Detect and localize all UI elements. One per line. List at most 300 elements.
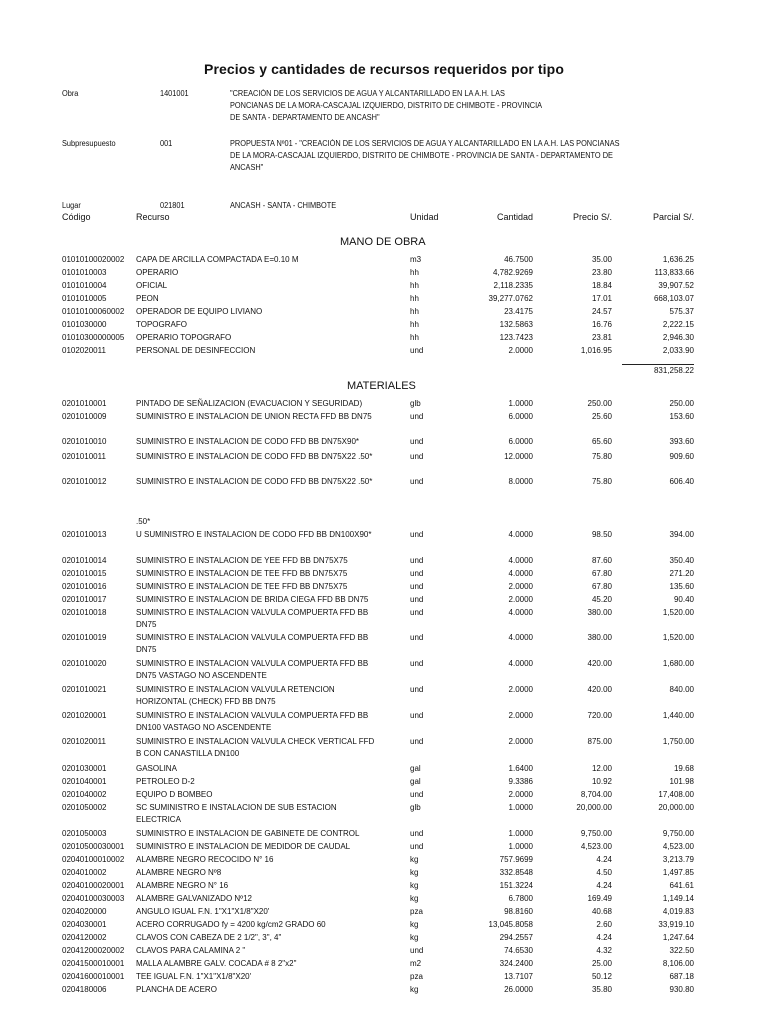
row-quantity: 4.0000 [508, 608, 533, 617]
row-unit: und [410, 829, 424, 838]
row-code: 02041500010001 [62, 959, 125, 968]
row-resource: GASOLINA [136, 764, 177, 773]
row-unit: hh [410, 320, 419, 329]
row-price: 4.24 [596, 881, 612, 890]
sub-desc-line: PROPUESTA Nº01 - "CREACIÓN DE LOS SERVICIOS DE AGUA Y ALCANTARILLADO EN LA A.H. LAS PONCIANAS [230, 139, 620, 148]
table-row [0, 254, 768, 266]
row-quantity: 4,782.9269 [492, 268, 533, 277]
subpresupuesto-label: Subpresupuesto [62, 139, 116, 148]
row-parcial: 393.60 [669, 437, 694, 446]
row-unit: und [410, 569, 424, 578]
row-parcial: 641.61 [669, 881, 694, 890]
row-unit: m3 [410, 255, 422, 264]
row-unit: kg [410, 868, 419, 877]
row-unit: pza [410, 907, 423, 916]
row-parcial: 1,750.00 [662, 737, 694, 746]
row-resource: SUMINISTRO E INSTALACION DE CODO FFD BB DN75X90* [136, 437, 360, 446]
table-row [0, 529, 768, 541]
row-resource: SUMINISTRO E INSTALACION DE BRIDA CIEGA FFD BB DN75 [136, 595, 369, 604]
row-resource: PETROLEO D-2 [136, 777, 195, 786]
row-quantity: 9.3386 [508, 777, 533, 786]
row-quantity: 6.0000 [508, 437, 533, 446]
row-price: 25.60 [591, 412, 612, 421]
row-parcial: 1,247.64 [662, 933, 694, 942]
row-unit: kg [410, 894, 419, 903]
table-row [0, 828, 768, 840]
table-row [0, 594, 768, 606]
row-resource: SUMINISTRO E INSTALACION VALVULA COMPUERTA FFD BB DN75 [136, 608, 369, 629]
row-resource: OPERADOR DE EQUIPO LIVIANO [136, 307, 263, 316]
table-row [0, 971, 768, 983]
row-quantity: 23.4175 [504, 307, 533, 316]
obra-label: Obra [62, 89, 79, 98]
row-code: 0201010009 [62, 412, 107, 421]
row-unit: und [410, 711, 424, 720]
row-resource: EQUIPO D BOMBEO [136, 790, 213, 799]
col-header-precio: Precio S/. [572, 212, 612, 222]
row-code: 0204030001 [62, 920, 107, 929]
row-parcial: 101.98 [669, 777, 694, 786]
row-code: 0201010011 [62, 452, 106, 461]
row-price: 250.00 [587, 399, 612, 408]
row-price: 8,704.00 [580, 790, 612, 799]
row-parcial: 668,103.07 [653, 294, 694, 303]
row-resource: SC SUMINISTRO E INSTALACION DE SUB ESTACION ELECTRICA [136, 803, 337, 824]
row-resource: ANGULO IGUAL F.N. 1"X1"X1/8"X20' [136, 907, 270, 916]
row-resource: ALAMBRE NEGRO Nº8 [136, 868, 222, 877]
row-code: 02010500030001 [62, 842, 125, 851]
row-unit: und [410, 946, 424, 955]
row-quantity: 757.9699 [499, 855, 533, 864]
row-price: 10.92 [591, 777, 612, 786]
row-price: 380.00 [587, 633, 612, 642]
row-quantity: 2,118.2335 [493, 281, 533, 290]
row-price: 380.00 [587, 608, 612, 617]
row-parcial: 1,149.14 [662, 894, 694, 903]
row-parcial: 1,520.00 [662, 608, 694, 617]
col-header-codigo: Código [62, 212, 91, 222]
table-row [0, 841, 768, 853]
row-parcial: 153.60 [669, 412, 694, 421]
row-price: 67.80 [591, 569, 612, 578]
row-unit: und [410, 790, 424, 799]
row-price: 720.00 [587, 711, 612, 720]
table-row [0, 906, 768, 918]
row-unit: hh [410, 268, 419, 277]
row-parcial: 271.20 [669, 569, 694, 578]
row-resource: TEE IGUAL F.N. 1"X1"X1/8"X20' [136, 972, 252, 981]
row-price: 875.00 [587, 737, 612, 746]
row-code: 0201050002 [62, 803, 107, 812]
table-row [0, 776, 768, 788]
row-parcial: 1,497.85 [662, 868, 694, 877]
table-row [0, 710, 768, 732]
row-quantity: 4.0000 [508, 633, 533, 642]
row-parcial: 930.80 [669, 985, 694, 994]
row-resource: SUMINISTRO E INSTALACION VALVULA RETENCION HORIZONTAL (CHECK) FFD BB DN75 [136, 685, 335, 706]
table-row [0, 632, 768, 654]
row-parcial: 8,106.00 [662, 959, 694, 968]
sub-desc-line: ANCASH" [230, 163, 264, 172]
table-row [0, 332, 768, 344]
row-parcial: 1,520.00 [662, 633, 694, 642]
col-header-recurso: Recurso [136, 212, 170, 222]
row-code: 0201010020 [62, 659, 107, 668]
row-parcial: 394.00 [669, 530, 694, 539]
row-parcial: 17,408.00 [658, 790, 694, 799]
row-price: 18.84 [591, 281, 612, 290]
row-resource: MALLA ALAMBRE GALV. COCADA # 8 2"x2" [136, 959, 297, 968]
row-resource: CLAVOS CON CABEZA DE 2 1/2", 3", 4" [136, 933, 282, 942]
row-code: 0101010005 [62, 294, 107, 303]
row-price: 67.80 [591, 582, 612, 591]
table-row [0, 267, 768, 279]
row-quantity: 2.0000 [508, 582, 533, 591]
row-resource: CAPA DE ARCILLA COMPACTADA E=0.10 M [136, 255, 299, 264]
row-resource: ALAMBRE NEGRO N° 16 [136, 881, 229, 890]
table-row [0, 436, 768, 448]
row-parcial: 9,750.00 [662, 829, 694, 838]
row-unit: glb [410, 803, 421, 812]
row-resource: SUMINISTRO E INSTALACION VALVULA COMPUERTA FFD BB DN100 VASTAGO NO ASCENDENTE [136, 711, 369, 732]
obra-code: 1401001 [160, 89, 189, 98]
row-quantity: 1.6400 [508, 764, 533, 773]
row-resource: PERSONAL DE DESINFECCION [136, 346, 256, 355]
row-resource: SUMINISTRO E INSTALACION VALVULA CHECK VERTICAL FFD B CON CANASTILLA DN100 [136, 737, 375, 758]
row-parcial: 2,946.30 [662, 333, 694, 342]
row-resource: SUMINISTRO E INSTALACION DE TEE FFD BB DN75X75 [136, 582, 348, 591]
row-unit: kg [410, 933, 419, 942]
row-quantity: 4.0000 [508, 530, 533, 539]
row-unit: und [410, 608, 424, 617]
row-parcial: 350.40 [669, 556, 694, 565]
row-quantity: 12.0000 [504, 452, 533, 461]
report-title: Precios y cantidades de recursos requeridos por tipo [204, 61, 564, 77]
row-unit: pza [410, 972, 423, 981]
table-row [0, 345, 768, 357]
table-row [0, 945, 768, 957]
table-row [0, 306, 768, 318]
obra-desc-line: "CREACIÓN DE LOS SERVICIOS DE AGUA Y ALCANTARILLADO EN LA A.H. LAS [230, 89, 505, 98]
col-header-unidad: Unidad [410, 212, 439, 222]
row-unit: und [410, 737, 424, 746]
row-unit: und [410, 530, 424, 539]
row-quantity: 6.0000 [508, 412, 533, 421]
table-row [0, 568, 768, 580]
row-quantity: 332.8548 [499, 868, 533, 877]
table-row [0, 763, 768, 775]
row-code: 0201010001 [62, 399, 107, 408]
row-price: 65.60 [591, 437, 612, 446]
lugar-label: Lugar [62, 201, 81, 210]
row-code: 01010100020002 [62, 255, 125, 264]
row-quantity: 294.2557 [499, 933, 533, 942]
row-quantity: 74.6530 [504, 946, 533, 955]
row-code: 0201050003 [62, 829, 107, 838]
row-parcial: 1,680.00 [662, 659, 694, 668]
row-parcial: 909.60 [669, 452, 694, 461]
row-unit: kg [410, 920, 419, 929]
row-price: 35.00 [591, 255, 612, 264]
row-price: 23.80 [591, 268, 612, 277]
sub-desc-line: DE LA MORA-CASCAJAL IZQUIERDO, DISTRITO DE CHIMBOTE - PROVINCIA DE SANTA - DEPARTAMENTO DE [230, 151, 613, 160]
row-quantity: 151.3224 [499, 881, 533, 890]
row-resource: SUMINISTRO E INSTALACION DE MEDIDOR DE CAUDAL [136, 842, 351, 851]
row-resource: CLAVOS PARA CALAMINA 2 " [136, 946, 246, 955]
row-quantity: 2.0000 [508, 737, 533, 746]
subpresupuesto-code: 001 [160, 139, 173, 148]
table-row [0, 802, 768, 824]
row-price: 25.00 [591, 959, 612, 968]
table-row [0, 293, 768, 305]
row-unit: und [410, 477, 424, 486]
row-resource: SUMINISTRO E INSTALACION DE YEE FFD BB DN75X75 [136, 556, 348, 565]
col-header-parcial: Parcial S/. [652, 212, 694, 222]
row-unit: und [410, 556, 424, 565]
row-code: 0201010010 [62, 437, 107, 446]
table-row [0, 789, 768, 801]
row-quantity: 324.2400 [499, 959, 533, 968]
row-quantity: 2.0000 [508, 711, 533, 720]
row-quantity: 8.0000 [508, 477, 533, 486]
row-quantity: 6.7800 [508, 894, 533, 903]
row-resource: SUMINISTRO E INSTALACION DE CODO FFD BB DN75X22 .50* [136, 452, 373, 461]
row-unit: und [410, 633, 424, 642]
table-row [0, 880, 768, 892]
row-price: 23.81 [591, 333, 612, 342]
row-unit: hh [410, 281, 419, 290]
row-quantity: 1.0000 [508, 829, 533, 838]
row-price: 40.68 [591, 907, 612, 916]
row-price: 4,523.00 [580, 842, 612, 851]
row-parcial: 606.40 [669, 477, 694, 486]
row-price: 20,000.00 [576, 803, 612, 812]
table-row [0, 280, 768, 292]
row-parcial: 4,019.83 [662, 907, 694, 916]
row-resource: ALAMBRE NEGRO RECOCIDO N° 16 [136, 855, 274, 864]
row-quantity: 98.8160 [504, 907, 533, 916]
row-price: 24.57 [591, 307, 612, 316]
lugar-code: 021801 [160, 201, 185, 210]
row-code: 0201020001 [62, 711, 107, 720]
lugar-description: ANCASH - SANTA - CHIMBOTE [230, 201, 337, 210]
row-code: 0201040002 [62, 790, 107, 799]
row-resource: SUMINISTRO E INSTALACION DE TEE FFD BB DN75X75 [136, 569, 348, 578]
row-code: 0101010003 [62, 268, 107, 277]
row-parcial: 39,907.52 [658, 281, 694, 290]
section-materiales: MATERIALES [347, 380, 416, 392]
row-price: 9,750.00 [580, 829, 612, 838]
row-resource: SUMINISTRO E INSTALACION VALVULA COMPUERTA FFD BB DN75 VASTAGO NO ASCENDENTE [136, 659, 369, 680]
row-unit: hh [410, 333, 419, 342]
row-quantity: 13,045.8058 [488, 920, 533, 929]
row-quantity: 123.7423 [499, 333, 533, 342]
row-price: 50.12 [591, 972, 612, 981]
row-code: 0201010021 [62, 685, 107, 694]
table-row [0, 919, 768, 931]
row-code: 0204010002 [62, 868, 107, 877]
row-code: 0201010013 [62, 530, 107, 539]
row-code: 02041600010001 [62, 972, 125, 981]
table-row [0, 319, 768, 331]
table-row [0, 932, 768, 944]
row-resource: SUMINISTRO E INSTALACION DE UNION RECTA FFD BB DN75 [136, 412, 372, 421]
row-parcial: 4,523.00 [662, 842, 694, 851]
row-quantity: 4.0000 [508, 659, 533, 668]
row-parcial: 113,833.66 [654, 268, 694, 277]
row-price: 2.60 [596, 920, 612, 929]
row-unit: und [410, 582, 424, 591]
row-parcial: 90.40 [673, 595, 694, 604]
row-quantity: 1.0000 [508, 399, 533, 408]
row-code: 0201010019 [62, 633, 107, 642]
row-parcial: 20,000.00 [658, 803, 694, 812]
row-price: 12.00 [591, 764, 612, 773]
table-row [0, 736, 768, 758]
row-code: 0201010012 [62, 477, 107, 486]
table-row [0, 867, 768, 879]
row-quantity: 1.0000 [508, 803, 533, 812]
row-price: 420.00 [587, 685, 612, 694]
row-code: 0201010014 [62, 556, 107, 565]
mano-de-obra-total: 831,258.22 [653, 366, 694, 375]
row-price: 4.50 [596, 868, 612, 877]
row-parcial: 322.50 [669, 946, 694, 955]
row-price: 4.24 [596, 933, 612, 942]
row-price: 16.76 [591, 320, 612, 329]
row-parcial: 575.37 [669, 307, 694, 316]
row-parcial: 135.60 [669, 582, 694, 591]
row-unit: kg [410, 985, 419, 994]
row-price: 17.01 [591, 294, 612, 303]
row-parcial: 33,919.10 [658, 920, 694, 929]
table-row [0, 958, 768, 970]
table-row [0, 476, 768, 488]
obra-desc-line: PONCIANAS DE LA MORA-CASCAJAL IZQUIERDO, DISTRITO DE CHIMBOTE - PROVINCIA [230, 101, 543, 110]
row-quantity: 1.0000 [508, 842, 533, 851]
row-unit: und [410, 346, 424, 355]
row-code: 0201010015 [62, 569, 107, 578]
row-code: 0201030001 [62, 764, 107, 773]
table-row [0, 684, 768, 706]
row-quantity: 39,277.0762 [488, 294, 533, 303]
row-unit: und [410, 685, 424, 694]
row-code: 0102020011 [62, 346, 106, 355]
row-parcial: 687.18 [669, 972, 694, 981]
row-parcial: 250.00 [669, 399, 694, 408]
row-code: 02040100020001 [62, 881, 125, 890]
total-divider [622, 364, 694, 365]
row-parcial: 2,222.15 [662, 320, 694, 329]
row-resource: PEON [136, 294, 159, 303]
row-code: 0201020011 [62, 737, 106, 746]
row-code: 0201010017 [62, 595, 107, 604]
col-header-cantidad: Cantidad [496, 212, 533, 222]
row-parcial: 2,033.90 [662, 346, 694, 355]
table-row [0, 555, 768, 567]
row-resource: PINTADO DE SEÑALIZACION (EVACUACION Y SEGURIDAD) [136, 399, 363, 408]
row-price: 4.24 [596, 855, 612, 864]
row-resource: TOPOGRAFO [136, 320, 187, 329]
row-quantity: 2.0000 [508, 790, 533, 799]
row-unit: und [410, 659, 424, 668]
row-price: 87.60 [591, 556, 612, 565]
row-code: 02040100010002 [62, 855, 125, 864]
row-price: 420.00 [587, 659, 612, 668]
table-row [0, 581, 768, 593]
row-unit: und [410, 842, 424, 851]
row-code: 02041200020002 [62, 946, 125, 955]
row-code: 0204180006 [62, 985, 107, 994]
row-code: 0101010004 [62, 281, 107, 290]
row-code: 0201040001 [62, 777, 107, 786]
row-quantity: 46.7500 [504, 255, 533, 264]
table-row [0, 451, 768, 463]
table-row [0, 398, 768, 410]
row-quantity: 26.0000 [504, 985, 533, 994]
table-row [0, 411, 768, 423]
obra-desc-line: DE SANTA - DEPARTAMENTO DE ANCASH" [230, 113, 380, 122]
row-price: 98.50 [591, 530, 612, 539]
row-resource: ACERO CORRUGADO fy = 4200 kg/cm2 GRADO 60 [136, 920, 326, 929]
row-quantity: 2.0000 [508, 595, 533, 604]
row-quantity: 4.0000 [508, 556, 533, 565]
row-unit: gal [410, 777, 421, 786]
row-parcial: 3,213.79 [662, 855, 694, 864]
row-unit: m2 [410, 959, 422, 968]
row-code: 0201010016 [62, 582, 107, 591]
obra-description [230, 88, 672, 124]
row-resource: U SUMINISTRO E INSTALACION DE CODO FFD BB DN100X90* [136, 530, 372, 539]
row-unit: kg [410, 881, 419, 890]
row-unit: hh [410, 307, 419, 316]
row-code: 02040100030003 [62, 894, 125, 903]
row-quantity: 2.0000 [508, 346, 533, 355]
row-parcial: 1,636.25 [662, 255, 694, 264]
orphan-note: .50* [136, 517, 151, 526]
row-unit: glb [410, 399, 421, 408]
row-price: 45.20 [591, 595, 612, 604]
row-code: 0101030000 [62, 320, 107, 329]
row-code: 01010100060002 [62, 307, 125, 316]
row-quantity: 13.7107 [504, 972, 533, 981]
row-price: 1,016.95 [580, 346, 612, 355]
row-unit: gal [410, 764, 421, 773]
row-quantity: 132.5863 [499, 320, 533, 329]
table-row [0, 607, 768, 629]
row-resource: ALAMBRE GALVANIZADO Nº12 [136, 894, 252, 903]
row-resource: PLANCHA DE ACERO [136, 985, 217, 994]
row-unit: und [410, 437, 424, 446]
row-unit: hh [410, 294, 419, 303]
row-parcial: 19.68 [673, 764, 694, 773]
table-row [0, 893, 768, 905]
row-code: 0201010018 [62, 608, 107, 617]
table-row [0, 984, 768, 996]
row-parcial: 1,440.00 [662, 711, 694, 720]
row-resource: SUMINISTRO E INSTALACION DE CODO FFD BB DN75X22 .50* [136, 477, 373, 486]
row-unit: und [410, 452, 424, 461]
row-code: 0204120002 [62, 933, 107, 942]
row-price: 75.80 [591, 452, 612, 461]
row-quantity: 2.0000 [508, 685, 533, 694]
table-row [0, 854, 768, 866]
row-quantity: 4.0000 [508, 569, 533, 578]
row-price: 75.80 [591, 477, 612, 486]
row-price: 169.49 [587, 894, 612, 903]
table-row [0, 658, 768, 680]
row-resource: OPERARIO TOPOGRAFO [136, 333, 232, 342]
